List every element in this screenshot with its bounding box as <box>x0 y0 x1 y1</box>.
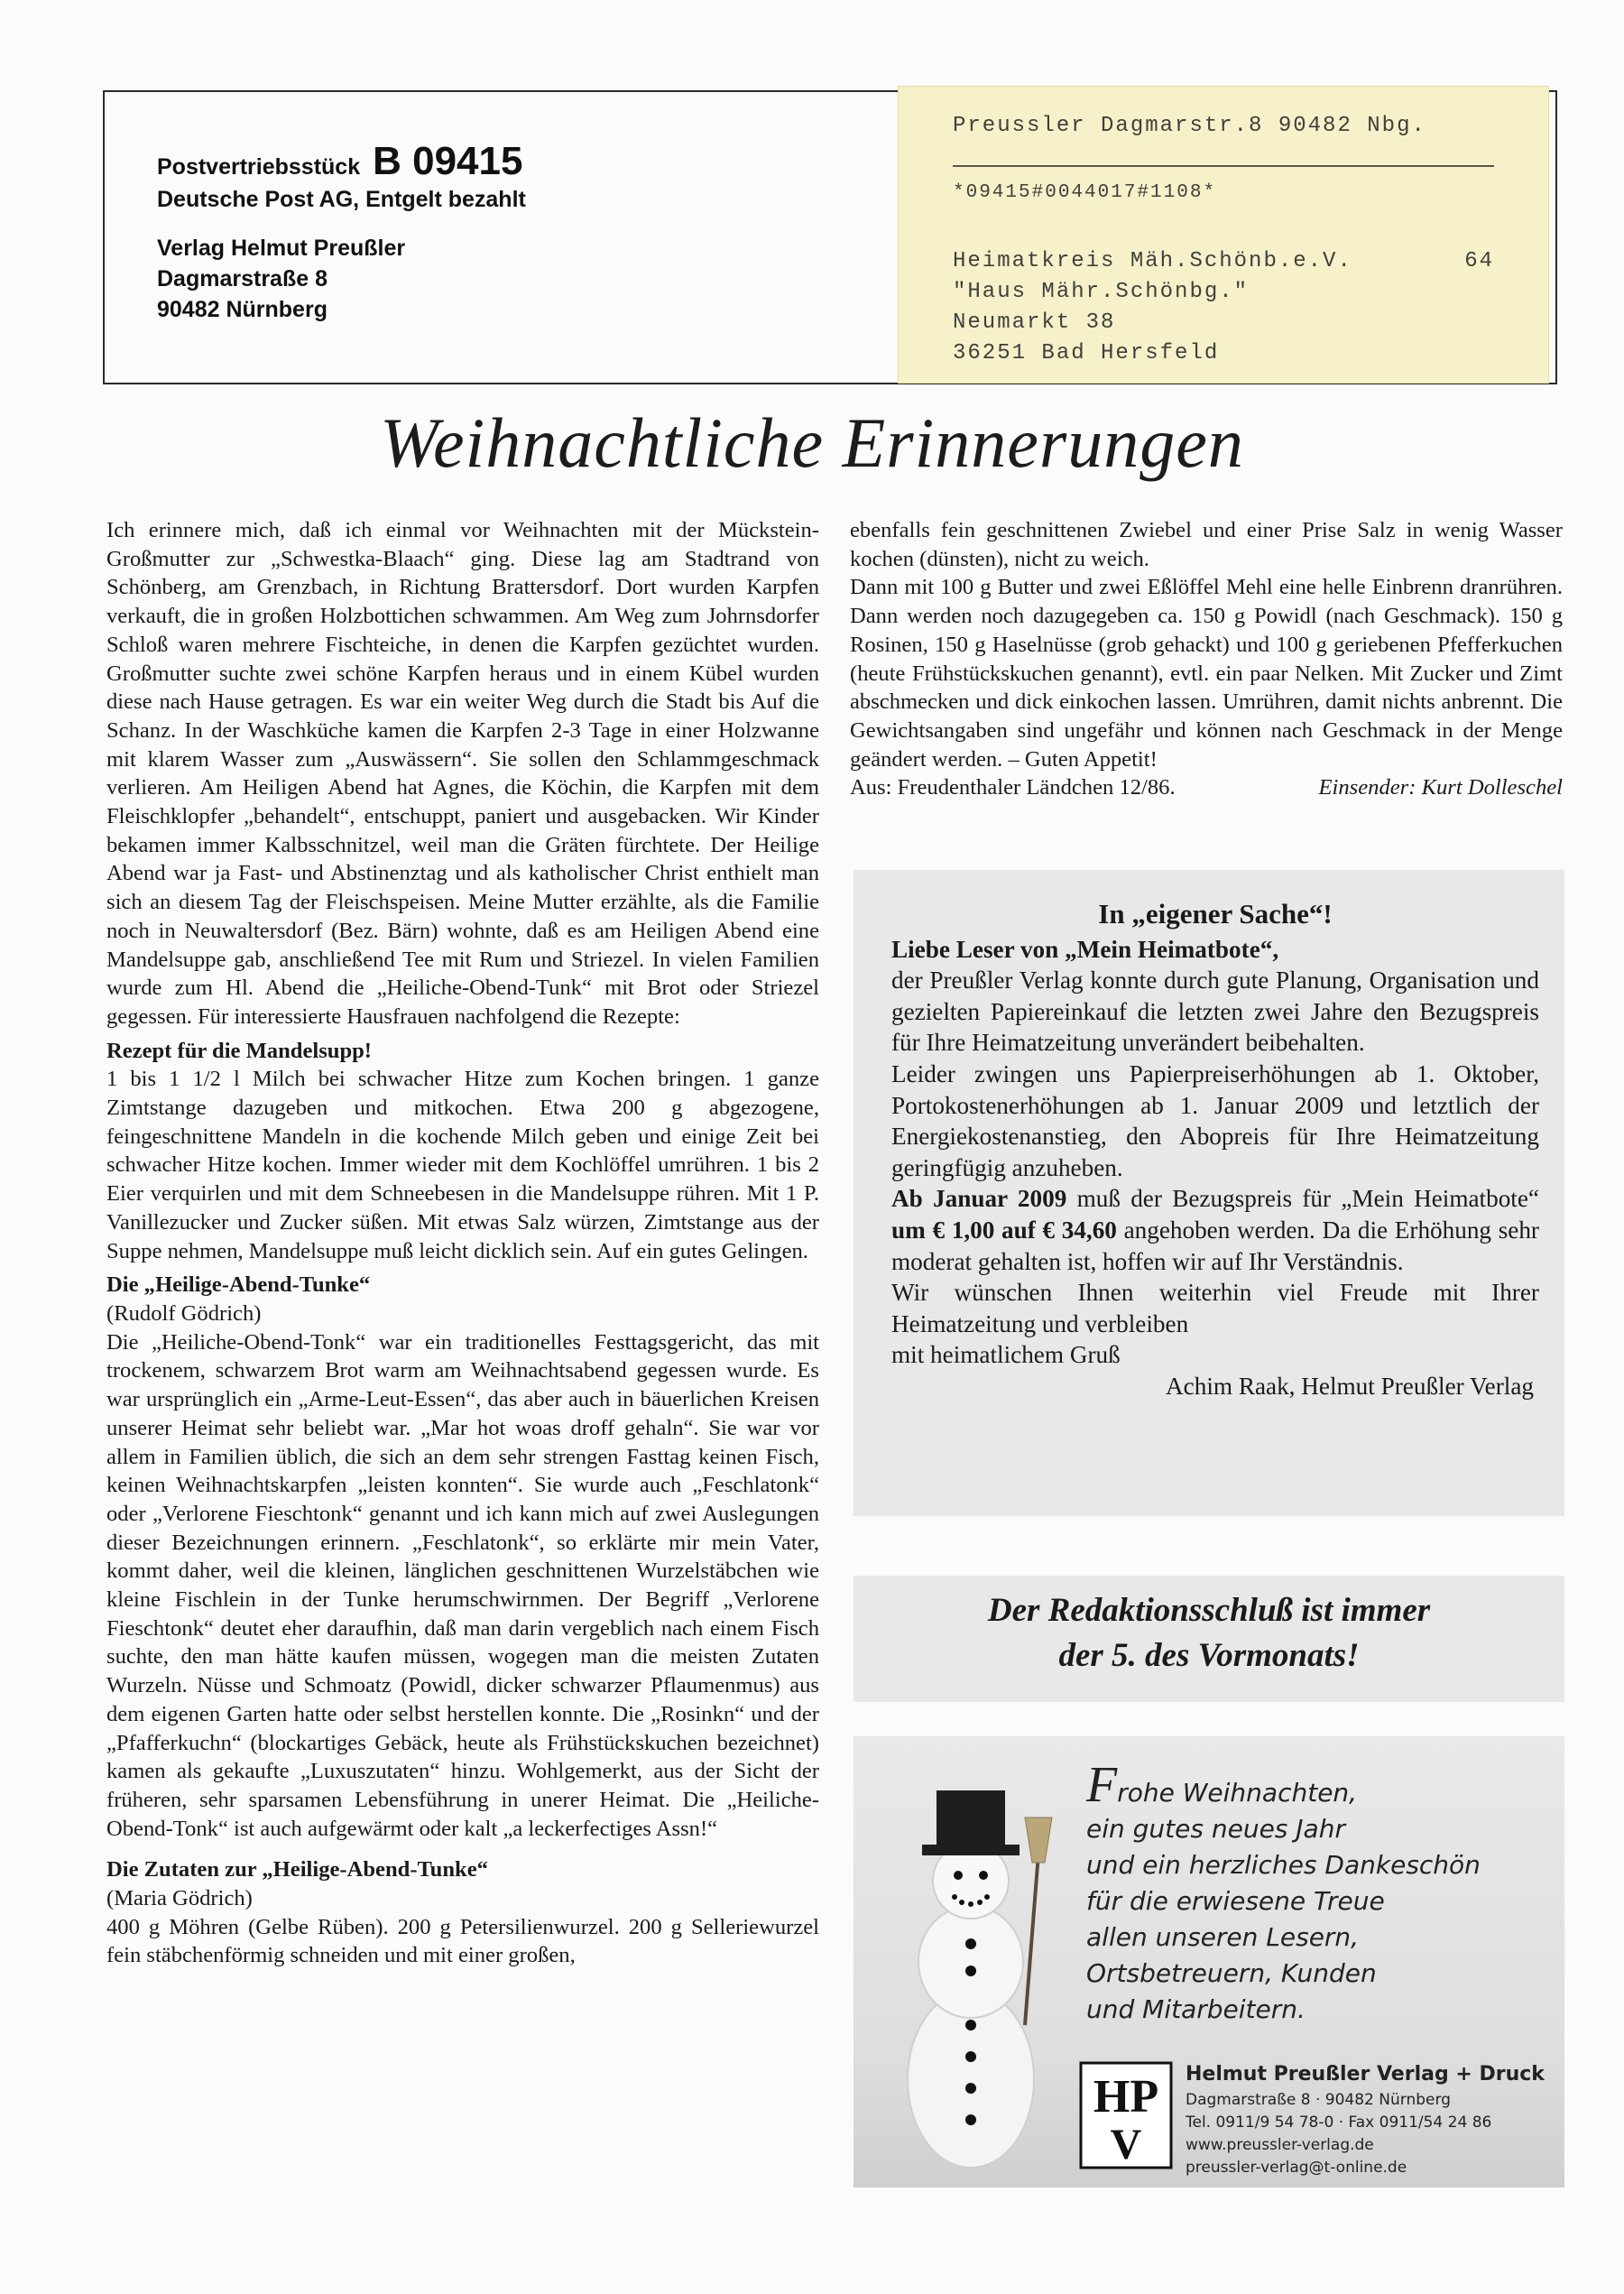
tunke-section-text: Die „Heiliche-Obend-Tonk“ war ein traditionelles Festtagsgericht, das mit trockenem, schwarzem Brot warm am Weihnachtsabend gegessen wurde. Es war ursprünglich ein „Arme-Leut-Essen“, das aber auch in bäuerlichen Kreisen unserer Heimat sehr beliebt war. „Mar hot woas droff gehaln“. Sie war vor allem in Familien üblich, die sich an dem sehr strengen Fasttag keinen Fisch, keinen Weihnachtskarpfen „leisten konnten“. Sie wurde auch „Feschlatonk“ oder „Verlorene Fieschtonk“ genannt und ich kann mich auf zwei Auslegungen dieser Bezeichnungen erinnern. „Feschlatonk“, so erklärte mir mein Vater, kommt daher, weil die kleinen, länglichen geschnittenen Wurzelstäbchen wie kleine Fischlein in der Tunke herumschwirnmen. Der Begriff „Verlorene Fieschtonk“ deutet eher daraufhin, daß man darin vergeblich nach einem Fisch suchte, den man hätte kaufen müssen, wogegen man die meisten Zutaten Wurzeln. Nüsse und Schmoatz (Powidl, dicker schwarzer Pflaumenmus) aus dem eigenen Garten hatte oder selbst herstellen konnte. Die „Rosinkn“ und der „Pfafferkuchn“ (blockartiges Gebäck, heute als Frühstückskuchen bezeichnet) kamen als gekaufte „Luxuszutaten“ hinzu. Wohlgemerkt, aus der Sicht der früheren, sehr sparsamen Lebensführung in unerer Heimat. Die „Heiliche-Obend-Tonk“ ist auch aufgewärmt oder kalt „a leckerfectiges Assn!“ <box>106 1329 819 1841</box>
logo-hp-text: HP <box>1093 2071 1159 2123</box>
submitter-name: Einsender: Kurt Dolleschel <box>1318 775 1563 800</box>
sender-publisher: Verlag Helmut Preußler <box>157 236 406 261</box>
greeting-line-5: allen unseren Lesern, <box>1086 1922 1360 1952</box>
tunke-section-title: Die „Heilige-Abend-Tunke“ <box>106 1272 371 1298</box>
greeting-line-2: ein gutes neues Jahr <box>1086 1814 1345 1844</box>
recipient-house: "Haus Mähr.Schönbg." <box>953 280 1250 304</box>
recipe-instructions: Dann mit 100 g Butter und zwei Eßlöffel Mehl eine helle Einbrenn dranrühren. Dann werden noch dazugegeben ca. 150 g Powidl (nach Geschmack). 150 g Rosinen, 150 g Haselnüsse (grob gehackt) und 100 g geriebenen Pfefferkuchen (heute Frühstückskuchen genannt), evtl. ein paar Nelken. Mit Zucker und Zimt abschmecken und dick einkochen lassen. Umrühren, damit nichts anbrennt. Die Gewichtsangaben sind ungefähr und können nach Geschmack in der Menge geändert werden. – Guten Appetit! <box>850 575 1563 772</box>
snowman-illustration <box>881 1754 1088 2178</box>
address-label <box>899 87 1548 383</box>
publisher-email: preussler-verlag@t-online.de <box>1186 2159 1407 2177</box>
greeting-initial: F <box>1086 1757 1118 1813</box>
notice-price-bold: um € 1,00 auf € 34,60 <box>891 1216 1117 1244</box>
tunke-section-author: (Rudolf Gödrich) <box>106 1300 262 1326</box>
notice-paragraph-2: Leider zwingen uns Papierpreiserhöhungen ab 1. Oktober, Portokostenerhöhungen ab 1. Januar 2009 und letztlich der Energiekostenanstieg, den Abopreis für Ihre Heimatzeitung geringfügig anzuheben. <box>891 1059 1539 1181</box>
recipe-mandelsuppe-title: Rezept für die Mandelsupp! <box>106 1038 372 1063</box>
source-line <box>850 773 1563 802</box>
recipe-continuation: ebenfalls fein geschnittenen Zwiebel und einer Prise Salz in wenig Wasser kochen (dünsten), nicht zu weich. <box>850 518 1563 571</box>
greeting-line-3: und ein herzliches Dankeschön <box>1086 1850 1481 1880</box>
zutaten-section-title: Die Zutaten zur „Heilige-Abend-Tunke“ <box>106 1857 488 1882</box>
notice-p3-middle: muß der Bezugspreis für „Mein Heimatbote“ <box>1066 1185 1539 1213</box>
sender-street: Dagmarstraße 8 <box>157 266 328 291</box>
deadline-box <box>854 1576 1564 1702</box>
publisher-phone: Tel. 0911/9 54 78-0 · Fax 0911/54 24 86 <box>1186 2114 1492 2132</box>
source-reference: Aus: Freudenthaler Ländchen 12/86. <box>850 775 1176 800</box>
notice-paragraph-1: der Preußler Verlag konnte durch gute Planung, Organisation und gezielten Papiereinkauf die letzten zwei Jahre den Bezugspreis für Ihre Heimatzeitung unverändert beibehalten. <box>891 967 1539 1057</box>
publisher-logo-icon <box>1079 2061 1173 2169</box>
notice-greeting: Liebe Leser von „Mein Heimatbote“, <box>891 935 1279 963</box>
zutaten-section-text: 400 g Möhren (Gelbe Rüben). 200 g Petersilienwurzel. 200 g Selleriewurzel fein stäbchenförmig schneiden und mit einer großen, <box>106 1914 819 1968</box>
notice-box <box>854 870 1564 1516</box>
label-barcode-line: *09415#0044017#1108* <box>953 182 1217 203</box>
recipient-street: Neumarkt 38 <box>953 310 1116 335</box>
greeting-line-1: rohe Weihnachten, <box>1117 1778 1358 1808</box>
recipient-city: 36251 Bad Hersfeld <box>953 341 1220 365</box>
recipient-name: Heimatkreis Mäh.Schönb.e.V. <box>953 249 1352 273</box>
notice-paragraph-4: Wir wünschen Ihnen weiterhin viel Freude mit Ihrer Heimatzeitung und verbleiben <box>891 1279 1539 1337</box>
greeting-line-6: Ortsbetreuern, Kunden <box>1086 1958 1377 1988</box>
christmas-greeting <box>1086 1757 1481 2028</box>
sender-city: 90482 Nürnberg <box>157 297 328 322</box>
mailing-header <box>103 90 1557 384</box>
sender-post-line: Deutsche Post AG, Entgelt bezahlt <box>157 187 526 212</box>
article-title: Weihnachtliche Erinnerungen <box>380 403 1244 482</box>
christmas-ad <box>854 1736 1564 2188</box>
notice-date-bold: Ab Januar 2009 <box>891 1185 1067 1213</box>
return-address: Preussler Dagmarstr.8 90482 Nbg. <box>953 114 1426 138</box>
greeting-line-4: für die erwiesene Treue <box>1086 1886 1385 1916</box>
logo-v-text: V <box>1110 2121 1142 2169</box>
postvertrieb-number: B 09415 <box>373 139 523 183</box>
right-column <box>850 516 1563 802</box>
notice-heading: In „eigener Sache“! <box>1098 898 1333 930</box>
publisher-web: www.preussler-verlag.de <box>1186 2136 1374 2154</box>
deadline-line-2: der 5. des Vormonats! <box>1058 1637 1360 1674</box>
deadline-line-1: Der Redaktionsschluß ist immer <box>987 1592 1431 1629</box>
label-rule <box>953 165 1494 167</box>
recipient-code: 64 <box>1464 249 1494 273</box>
notice-paragraph-5: mit heimatlichem Gruß <box>891 1341 1121 1369</box>
postvertrieb-label: Postvertriebsstück <box>157 154 361 180</box>
notice-paragraph-3 <box>891 1183 1539 1277</box>
zutaten-section-author: (Maria Gödrich) <box>106 1886 253 1911</box>
recipe-mandelsuppe-text: 1 bis 1 1/2 l Milch bei schwacher Hitze zum Kochen bringen. 1 ganze Zimtstange dazugeben und mitkochen. Etwa 200 g abgezogene, feingeschnittene Mandeln in die kochende Milch geben und einige Zeit bei schwacher Hitze kochen. Immer wieder mit dem Kochlöffel umrühren. 1 bis 2 Eier verquirlen und mit dem Schneebesen in die Mandelsuppe rühren. Mit 1 P. Vanillezucker und Zucker süßen. Mit etwas Salz würzen, Zimtstange aus der Suppe nehmen, Mandelsuppe muß leicht dicklich sein. Auf ein gutes Gelingen. <box>106 1067 819 1263</box>
publisher-info <box>1186 2063 1545 2179</box>
left-column <box>106 516 819 1970</box>
sender-block <box>157 139 526 325</box>
notice-p3-end: angehoben werden. Da die Erhöhung sehr moderat gehalten ist, hoffen wir auf Ihr Verständnis. <box>891 1216 1539 1275</box>
publisher-address: Dagmarstraße 8 · 90482 Nürnberg <box>1186 2091 1451 2109</box>
article-intro: Ich erinnere mich, daß ich einmal vor Weihnachten mit der Mückstein-Großmutter zur „Schwestka-Blaach“ ging. Diese lag am Stadtrand von Schönberg, am Grenzbach, in Richtung Brattersdorf. Dort wurden Karpfen verkauft, die in großen Holzbottichen schwammen. Am Weg zum Johrnsdorfer Schloß waren mehrere Fischteiche, in denen die Karpfen gezüchtet wurden. Großmutter suchte zwei schöne Karpfen heraus und in einem Kübel wurden diese nach Hause getragen. Es war ein weiter Weg durch die Stadt bis Auf die Schanz. In der Waschküche kamen die Karpfen 2-3 Tage in einer Holzwanne mit klarem Wasser zum „Auswässern“. Sie sollen den Schlammgeschmack verlieren. Am Heiligen Abend hat Agnes, die Köchin, die Karpfen mit dem Fleischklopfer „behandelt“, entschuppt, paniert und ausgebacken. Wir Kinder bekamen immer Kalbsschnitzel, weil man die Gräten fürchtete. Der Heilige Abend war ja Fast- und Abstinenztag und als katholischer Christ enthielt man sich an diesem Tag der Fleischspeisen. Meine Mutter erzählte, als die Familie noch in Neuwaltersdorf (Bez. Bärn) wohnte, daß es am Heiligen Abend eine Mandelsuppe gab, anschließend Tee mit Rum und Striezel. In vielen Familien wurde zum Hl. Abend die „Heiliche-Obend-Tunk“ mit Brot oder Striezel gegessen. Für interessierte Hausfrauen nachfolgend die Rezepte: <box>106 518 819 1029</box>
publisher-name: Helmut Preußler Verlag + Druck <box>1186 2063 1545 2086</box>
notice-signature: Achim Raak, Helmut Preußler Verlag <box>1166 1372 1534 1400</box>
greeting-line-7: und Mitarbeitern. <box>1086 1994 1306 2024</box>
